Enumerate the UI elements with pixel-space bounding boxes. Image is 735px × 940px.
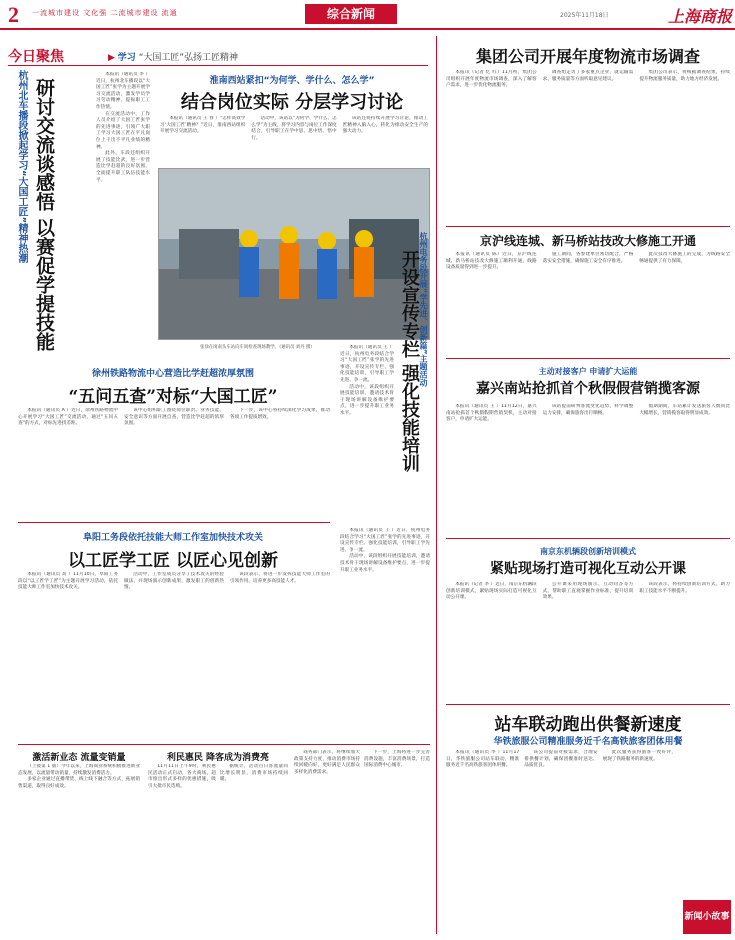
right5-subheadline: 华铁旅服公司精准服务近千名高铁旅客团体用餐 (493, 737, 683, 747)
page-number: 2 (8, 2, 19, 27)
issue-date: 2025年11月18日 (560, 12, 609, 19)
paragraph: 此次技改大修施工的完成，为线路安全畅通提供了有力保障。 (639, 252, 730, 264)
paragraph: 该站还将持续开展学习讨论，推动工匠精神入脑入心，转化为推动安全生产的强大动力。 (342, 116, 428, 135)
right3-body (446, 404, 730, 532)
paragraph: 调查组走访了多家重点企业，就运输需求、服务质量等方面听取意见建议。 (542, 70, 634, 82)
paragraph: 此次服务获得旅客一致好评，展现了铁路服务的新速度。 (602, 750, 676, 762)
paragraph: 活动中，该站以“为何学、学什么、怎么学”为主线，将学习内容与岗位工作深度结合，引导职工在学中思、思中悟、悟中行。 (251, 116, 337, 141)
bullet-icon: ▶ (108, 53, 115, 63)
paragraph: 本报讯（通讯员 李 ）近日，杭州北车播段以“大国工匠”张学为主题开展学习交流活动，激发学员学习劳动精神、提振职工工作热情。 (96, 72, 150, 110)
today-focus-subtitle (108, 50, 238, 63)
divider (446, 226, 730, 227)
today-subject: 学习 (117, 53, 136, 63)
col-right-main-body-2 (340, 528, 430, 758)
right3-headline: 嘉兴南站抢抓首个秋假假营销揽客源 (476, 381, 700, 397)
article1-photo-caption: 张徐在岗南头车站向车间检查现场教学。（通讯员 刘丹 摄） (200, 345, 315, 350)
paragraph: 该公司提前对接需求，合理安排供餐计划，确保团餐准时送达、品质优良。 (524, 750, 598, 769)
article5-body (148, 764, 288, 934)
paragraph: 活动中，该段组织开展技能培训，邀请技术骨干现场讲解设备维护要点，进一步提升职工业务水平。 (340, 554, 430, 573)
paragraph: 据统计，活动首日客流量同比增长明显，消费市场持续回暖。 (220, 764, 288, 783)
paragraph: 该站提前研判客流变化趋势，科学调整运力安排，确保旅客出行顺畅。 (542, 404, 634, 416)
paragraph: 本报讯（记者 忆 红）11月初，集团公司组织开展年度物流市场调查，深入了解客户需求，进一步优化物流服务。 (446, 70, 537, 89)
right3-kicker: 主动对接客户 申请扩大运能 (538, 367, 638, 376)
masthead-slogans: 一流城市建设 文化强 二流城市建设 流通 (32, 9, 178, 17)
paragraph: 施工期间，各参建单位密切配合，严格落实安全措施，确保施工安全有序推进。 (542, 252, 634, 264)
paragraph: 下一步，上海将进一步完善消费设施，丰富消费场景，打造国际消费中心城市。 (364, 750, 430, 769)
section-title: 综合新闻 (305, 4, 397, 24)
paragraph: 本报讯（通讯员 王 ）近日，杭州电务段结合学习“大国工匠”张学的先进事迹，开设宣传专栏、强化技能培训，引导职工学先进、争一流。 (340, 528, 430, 553)
right1-body (446, 70, 730, 222)
divider (446, 358, 730, 359)
right2-body (446, 252, 730, 352)
paragraph: （上接第 1 版）今年以来，上海商业系统积极推进新业态发展，以流量带动销量，持续激发消费活力。 (18, 764, 140, 776)
paragraph: 本报讯（记者 李 ）近日，南京东机辆段创新培训模式，紧贴现场实际打造可视化互动公开课。 (446, 582, 537, 601)
article1-headline: 结合岗位实际 分层学习讨论 (180, 92, 404, 113)
divider (18, 522, 330, 523)
paragraph: 11月11日上午9时，利民惠民活动正式启动，各大商场、超市推出形式多样的优惠措施，吸引大批市民选购。 (148, 764, 216, 789)
right5-body (446, 750, 676, 934)
article1-kicker: 淮南西站紧扣“为何学、学什么、怎么学” (209, 76, 375, 86)
paragraph: 该段表示，将持续创新培训方式，助力职工技能水平不断提升。 (639, 582, 730, 594)
paragraph: 活动中，工作室成员分享了技术攻关的经验做法，并现场演示创新成果，激发职工的创新热情。 (124, 572, 224, 591)
article3-headline: 以工匠学工匠 以匠心见创新 (68, 551, 278, 571)
divider (446, 704, 730, 705)
newspaper-logo: 上海商报 (668, 9, 733, 26)
paragraph: 此外，车段还组织开展了技能比武，进一步营造比学赶超的良好氛围，全面提升职工队伍技能水平。 (96, 151, 150, 183)
right2-headline: 京沪线连城、新马桥站技改大修施工开通 (479, 234, 696, 248)
paragraph: 本报讯（通讯员 王 ）近日，杭州电务段结合学习“大国工匠”张学的先进事迹，开设宣传专栏、强化技能培训，引导职工学先进、争一流。 (340, 345, 394, 383)
paragraph: 商务部门表示，将继续加大政策支持力度，推动消费市场持续回暖向好，更好满足人民群众多样化消费需求。 (294, 750, 360, 775)
article4-body (18, 764, 140, 934)
paragraph: 多家企业通过直播带货、线上线下融合等方式，拓展销售渠道，取得良好成效。 (18, 777, 140, 789)
today-subtitle-text: “大国工匠”弘扬工匠精神 (138, 53, 239, 63)
column-divider (436, 36, 437, 934)
paragraph: 本报讯（通讯员 王 春 ）“怎样高效学习‘大国工匠’精神？”近日，淮南西站组织开展学习交流活动。 (160, 116, 246, 135)
article1-body (160, 116, 428, 166)
paragraph: 公开课采用现场演示、互动问答等方式，帮助职工直观掌握作业标准，提升培训效果。 (542, 582, 634, 601)
article4-kicker: 激活新业态 流量变销量 (32, 753, 126, 763)
article3-body (18, 572, 330, 738)
col-right-main-headline: 开设宣传专栏 强化技能培训 (399, 250, 420, 473)
paragraph: 本报讯（通讯员 高 ）11月10日，阜阳工务段以“以工匠学工匠”为主题开展学习活动，依托技能大师工作室加快技术攻关。 (18, 572, 118, 591)
paragraph: 活动中，该段组织开展技能培训，邀请技术骨干现场讲解设备维护要点，进一步提升职工业务水平。 (340, 384, 394, 416)
masthead (0, 0, 735, 30)
col1-headline: 研讨交流谈感悟 以赛促学提技能 (33, 78, 55, 351)
article2-body (18, 408, 330, 518)
article3-kicker: 阜阳工务段依托技能大师工作室加快技术攻关 (82, 533, 263, 543)
right4-headline: 紧贴现场打造可视化互动公开课 (490, 561, 686, 577)
right1-headline: 集团公司开展年度物流市场调查 (475, 47, 700, 66)
news-story-banner[interactable]: 新闻小故事 (683, 900, 731, 934)
right4-kicker: 南京东机辆段创新培训模式 (540, 547, 636, 556)
paragraph: 本报讯（通讯员 李 ）11月17日，华铁旅服公司站车联动，精准服务近千名高铁旅客团体用餐。 (446, 750, 520, 769)
paragraph: 在交流活动中，工作人员介绍了大国工匠张学的先进事迹，引领广大职工学习大国工匠在平凡岗位上干出不平凡业绩的精神。 (96, 111, 150, 150)
today-focus-tag: 今日聚焦 (8, 49, 64, 65)
article5-kicker: 利民惠民 降客成为消费亮 (166, 753, 270, 763)
paragraph: 假期期间，车站累计发送旅客人数同比大幅增长，营销揽客取得明显成效。 (639, 404, 730, 416)
right5-headline: 站车联动跑出供餐新速度 (494, 715, 682, 735)
divider (18, 744, 430, 745)
paragraph: 本报讯（通讯员 A ）近日，徐州铁路物流中心开展学习“大国工匠”交流活动，通过“五问五查”的方式，对标先进找差距。 (18, 408, 118, 427)
divider (446, 538, 730, 539)
col-right-main-body (340, 345, 394, 515)
article1-photo (158, 168, 430, 340)
article6-body (294, 750, 430, 934)
today-focus-band (8, 44, 428, 66)
workers-photo-illustration (159, 169, 430, 340)
paragraph: 集团公司表示，将根据调查结果，持续提升物流服务质量，助力地方经济发展。 (639, 70, 730, 82)
paragraph: 该段表示，将进一步发挥技能大师工作室的引领作用，培养更多高技能人才。 (230, 572, 330, 584)
col1-kicker: 杭州北车播段掀起学习“大国工匠”精神热潮 (16, 70, 27, 264)
article2-kicker: 徐州铁路物流中心营造比学赶超浓厚氛围 (91, 369, 254, 379)
paragraph: 下一步，该中心将持续深化学习成果，推动各项工作提质增效。 (230, 408, 330, 420)
col1-body (96, 72, 150, 372)
paragraph: 本报讯（通讯员 王 ）11月12日，嘉兴南站抢抓首个秋假假期营销契机，主动对接客户，申请扩大运能。 (446, 404, 537, 423)
right4-body (446, 582, 730, 698)
article2-headline: “五问五查”对标“大国工匠” (68, 387, 278, 407)
paragraph: 该中心组织职工围绕岗位职责、业务技能、安全意识等方面开展自查，营造比学赶超的浓厚氛围。 (124, 408, 224, 427)
col-right-main-kicker: 杭州电务段开展“学先进、创新篇”主题活动 (419, 232, 428, 387)
paragraph: 本报讯（通讯员 陈）近日，京沪线连城、新马桥站技改大修施工顺利开通，线路设备质量得到进一步提升。 (446, 252, 537, 271)
